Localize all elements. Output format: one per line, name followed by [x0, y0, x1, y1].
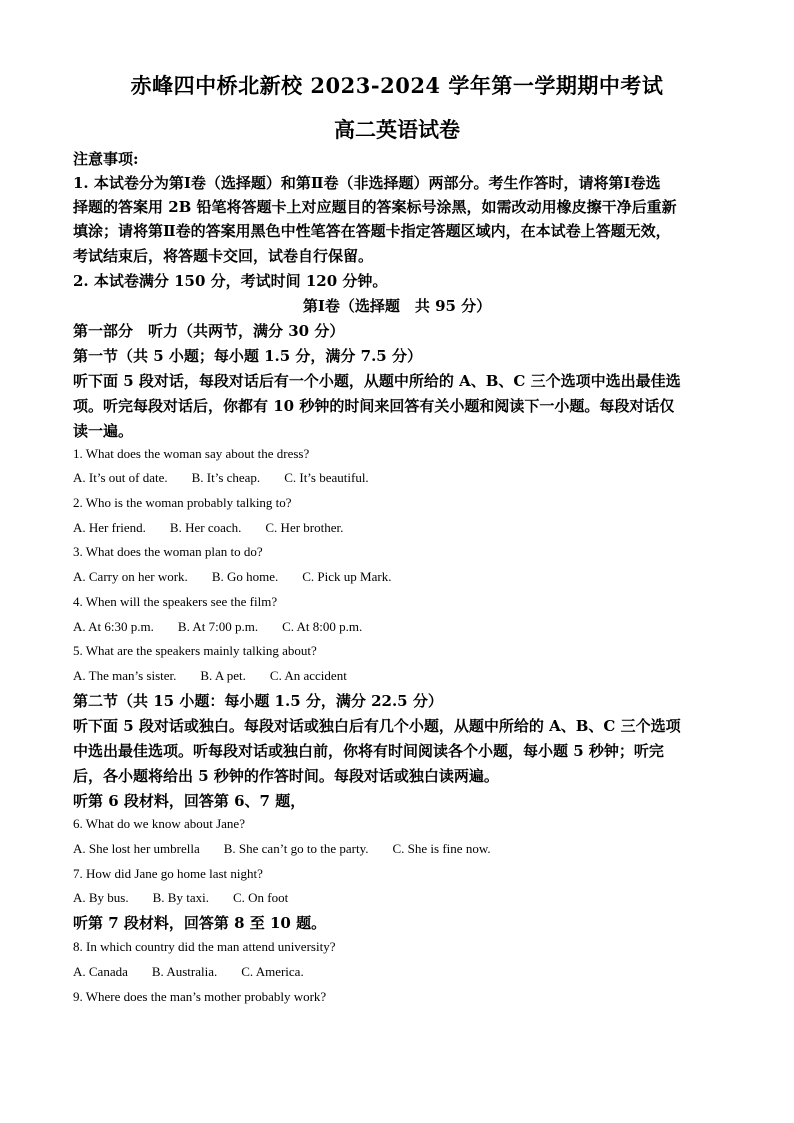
option-a: A. Her friend. [73, 520, 146, 535]
option-b: B. Her coach. [169, 520, 242, 535]
option-b: B. Go home. [211, 569, 279, 584]
material-7-heading: 听第 7 段材料，回答第 8 至 10 题。 [73, 914, 327, 932]
option-b: B. At 7:00 p.m. [177, 619, 259, 634]
section2-instruction: 后，各小题将给出 5 秒钟的作答时间。每段对话或独白读两遍。 [73, 767, 499, 785]
option-c: C. On foot [232, 890, 289, 905]
notice-line: 考试结束后，将答题卡交回，试卷自行保留。 [73, 247, 374, 265]
volume-title: 第Ⅰ卷（选择题 共 95 分） [302, 297, 492, 315]
exam-subtitle: 高二英语试卷 [334, 117, 460, 142]
option-b: B. It’s cheap. [191, 470, 261, 485]
section2-instruction: 中选出最佳选项。听每段对话或独白前，你将有时间阅读各个小题，每小题 5 秒钟；听完 [73, 742, 664, 760]
notice-item-2: 2. 本试卷满分 150 分，考试时间 120 分钟。 [73, 272, 388, 290]
question-7-options [73, 890, 312, 906]
option-a: A. At 6:30 p.m. [73, 619, 154, 634]
notice-line: 1. 本试卷分为第Ⅰ卷（选择题）和第Ⅱ卷（非选择题）两部分。考生作答时，请将第Ⅰ卷选 [73, 174, 661, 192]
question-2: 2. Who is the woman probably talking to? [73, 495, 292, 510]
notice-line: 填涂；请将第Ⅱ卷的答案用黑色中性笔答在答题卡指定答题区域内，在本试卷上答题无效， [73, 222, 671, 240]
option-a: A. Canada [73, 964, 128, 979]
option-c: C. Her brother. [265, 520, 344, 535]
option-b: B. Australia. [151, 964, 218, 979]
option-c: C. She is fine now. [392, 841, 491, 856]
option-b: B. She can’t go to the party. [223, 841, 369, 856]
option-c: C. Pick up Mark. [302, 569, 392, 584]
option-b: B. A pet. [200, 668, 246, 683]
question-4-options [73, 619, 386, 635]
option-b: B. By taxi. [152, 890, 209, 905]
material-6-heading: 听第 6 段材料，回答第 6、7 题， [73, 792, 306, 810]
option-c: C. It’s beautiful. [284, 470, 369, 485]
question-8-options [73, 964, 328, 980]
option-c: C. At 8:00 p.m. [282, 619, 363, 634]
question-5: 5. What are the speakers mainly talking about? [73, 643, 317, 658]
question-9: 9. Where does the man’s mother probably work? [73, 989, 327, 1004]
part1-title: 第一部分 听力（共两节，满分 30 分） [73, 322, 345, 340]
section1-instruction: 听下面 5 段对话，每段对话后有一个小题，从题中所给的 A、B、C 三个选项中选出最佳选 [73, 372, 681, 390]
question-3: 3. What does the woman plan to do? [73, 544, 263, 559]
section1-instruction: 读一遍。 [73, 422, 134, 440]
question-5-options [73, 668, 371, 684]
question-6: 6. What do we know about Jane? [73, 816, 245, 831]
option-a: A. Carry on her work. [73, 569, 188, 584]
option-a: A. It’s out of date. [73, 470, 168, 485]
section1-instruction: 项。听完每段对话后，你都有 10 秒钟的时间来回答有关小题和阅读下一小题。每段对话仅 [73, 397, 675, 415]
question-7: 7. How did Jane go home last night? [73, 866, 263, 881]
option-a: A. She lost her umbrella [73, 841, 200, 856]
option-c: C. America. [241, 964, 304, 979]
option-a: A. The man’s sister. [73, 668, 177, 683]
question-2-options [73, 520, 367, 536]
question-4: 4. When will the speakers see the film? [73, 594, 278, 609]
section2-instruction: 听下面 5 段对话或独白。每段对话或独白后有几个小题，从题中所给的 A、B、C 三个选项 [73, 717, 681, 735]
option-a: A. By bus. [73, 890, 129, 905]
exam-title: 赤峰四中桥北新校 2023-2024 学年第一学期期中考试 [130, 73, 664, 98]
notice-line: 择题的答案用 2B 铅笔将答题卡上对应题目的答案标号涂黑，如需改动用橡皮擦干净后重新 [73, 198, 677, 216]
question-1-options [73, 470, 393, 486]
notice-heading: 注意事项: [73, 150, 139, 168]
question-1: 1. What does the woman say about the dress? [73, 446, 310, 461]
option-c: C. An accident [269, 668, 347, 683]
question-6-options [73, 841, 515, 857]
section1-title: 第一节（共 5 小题；每小题 1.5 分，满分 7.5 分） [73, 347, 422, 365]
question-3-options [73, 569, 415, 585]
question-8: 8. In which country did the man attend university? [73, 939, 336, 954]
section2-title: 第二节（共 15 小题：每小题 1.5 分，满分 22.5 分） [73, 692, 443, 710]
